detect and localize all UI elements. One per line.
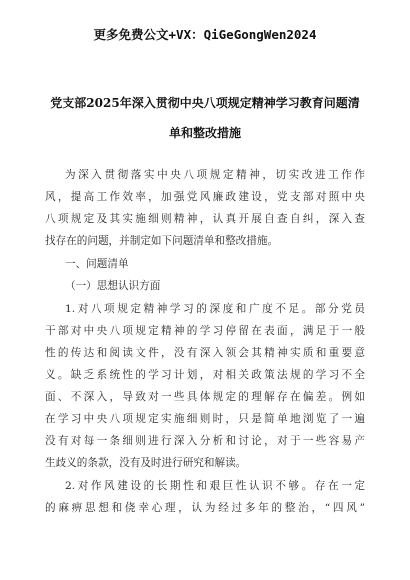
body-line-item1-4: 义。缺乏系统性的学习计划，对相关政策法规的学习不全	[45, 369, 365, 381]
body-line-intro-1: 为深入贯彻落实中央八项规定精神，切实改进工作作	[65, 169, 365, 181]
body-line-item1-5: 面、不深入，导致对一些具体规定的理解存在偏差。例如	[45, 391, 365, 403]
body-line-item2-1: 2.对作风建设的长期性和艰巨性认识不够。存在一定	[65, 480, 365, 492]
body-line-intro-2: 风，提高工作效率，加强党风廉政建设，党支部对照中央	[45, 191, 365, 203]
body-line-item1-8: 生歧义的条款，没有及时进行研究和解读。	[45, 457, 247, 469]
body-line-item1-6: 在学习中央八项规定实施细则时，只是简单地浏览了一遍	[45, 413, 365, 425]
watermark-header: 更多免费公文+VX：QiGeGongWen2024	[93, 27, 317, 42]
body-line-intro-4: 找存在的问题，并制定如下问题清单和整改措施。	[45, 235, 279, 247]
body-line-item2-2: 的麻痹思想和侥幸心理，认为经过多年的整治，“四风”	[45, 502, 365, 514]
body-line-item1-1: 1.对八项规定精神学习的深度和广度不足。部分党员	[65, 303, 365, 315]
document-title-line-1: 党支部2025年深入贯彻中央八项规定精神学习教育问题清	[50, 96, 360, 110]
body-line-intro-3: 八项规定及其实施细则精神，认真开展自查自纠，深入查	[45, 213, 365, 225]
body-line-item1-2: 干部对中央八项规定精神的学习停留在表面，满足于一般	[45, 325, 365, 337]
subsection-heading-thinking: （一）思想认识方面	[65, 280, 161, 292]
document-title-line-2: 单和整改措施	[168, 126, 241, 140]
section-heading-problem-list: 一、问题清单	[65, 258, 129, 270]
body-line-item1-7: 没有对每一条细则进行深入分析和讨论，对于一些容易产	[45, 435, 365, 447]
body-line-item1-3: 性的传达和阅读文件，没有深入领会其精神实质和重要意	[45, 347, 365, 359]
